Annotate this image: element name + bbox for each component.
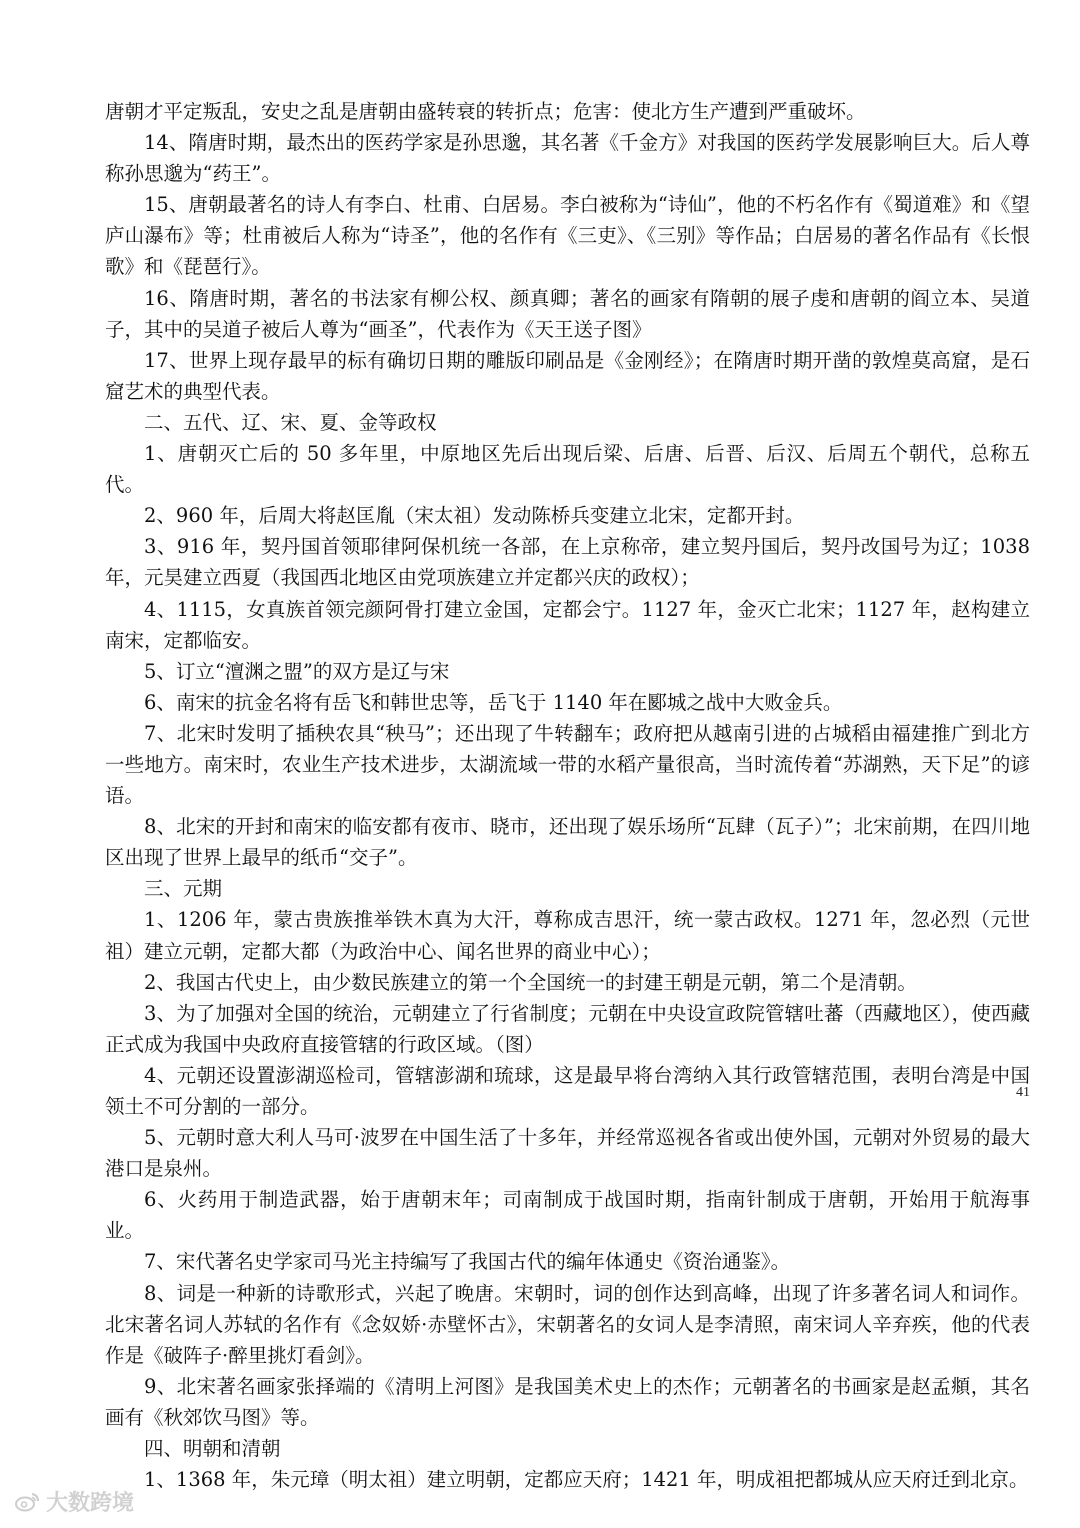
paragraph: 2、960 年，后周大将赵匡胤（宋太祖）发动陈桥兵变建立北宋，定都开封。 — [144, 504, 805, 528]
section-heading: 三、元期 — [144, 877, 223, 901]
section-heading: 四、明朝和清朝 — [144, 1437, 281, 1461]
paragraph: 8、词是一种新的诗歌形式，兴起了晚唐。宋朝时，词的创作达到高峰，出现了许多著名词人和词作。北宋著名词人苏轼的名作有《念奴娇·赤壁怀古》，宋朝著名的女词人是李清照，南宋词人辛弃疾，他的代表作是《破阵子·醉里挑灯看剑》。 — [105, 1281, 1030, 1367]
paragraph: 9、北宋著名画家张择端的《清明上河图》是我国美术史上的杰作；元朝著名的书画家是赵孟頫，其名画有《秋郊饮马图》等。 — [105, 1374, 1030, 1429]
paragraph: 8、北宋的开封和南宋的临安都有夜市、晓市，还出现了娱乐场所“瓦肆（瓦子）”；北宋前期，在四川地区出现了世界上最早的纸币“交子”。 — [105, 815, 1030, 870]
watermark — [14, 1486, 134, 1517]
paragraph: 7、宋代著名史学家司马光主持编写了我国古代的编年体通史《资治通鉴》。 — [144, 1250, 791, 1274]
paragraph: 1、1206 年，蒙古贵族推举铁木真为大汗，尊称成吉思汗，统一蒙古政权。1271 年，忽必烈（元世祖）建立元朝，定都大都（为政治中心、闻名世界的商业中心）； — [105, 908, 1030, 963]
paragraph: 4、1115，女真族首领完颜阿骨打建立金国，定都会宁。1127 年，金灭亡北宋；1127 年，赵构建立南宋，定都临安。 — [105, 597, 1030, 652]
paragraph: 1、1368 年，朱元璋（明太祖）建立明朝，定都应天府；1421 年，明成祖把都城从应天府迁到北京。 — [144, 1468, 1029, 1492]
section-heading: 二、五代、辽、宋、夏、金等政权 — [144, 410, 437, 434]
paragraph: 7、北宋时发明了插秧农具“秧马”；还出现了牛转翻车；政府把从越南引进的占城稻由福建推广到北方一些地方。南宋时，农业生产技术进步，太湖流域一带的水稻产量很高，当时流传着“苏湖熟，天下足”的谚语。 — [105, 721, 1030, 808]
paragraph: 3、为了加强对全国的统治，元朝建立了行省制度；元朝在中央设宣政院管辖吐蕃（西藏地区），使西藏正式成为我国中央政府直接管辖的行政区域。（图） — [105, 1001, 1030, 1056]
page-number: 41 — [1016, 1085, 1030, 1100]
paragraph: 15、唐朝最著名的诗人有李白、杜甫、白居易。李白被称为“诗仙”，他的不朽名作有《蜀道难》和《望庐山瀑布》等；杜甫被后人称为“诗圣”，他的名作有《三吏》、《三别》等作品；白居易的著名作品有《长恨歌》和《琵琶行》。 — [105, 193, 1030, 279]
paragraph: 6、火药用于制造武器，始于唐朝末年；司南制成于战国时期，指南针制成于唐朝，开始用于航海事业。 — [105, 1188, 1030, 1243]
paragraph: 17、世界上现存最早的标有确切日期的雕版印刷品是《金刚经》；在隋唐时期开凿的敦煌莫高窟，是石窟艺术的典型代表。 — [105, 348, 1030, 403]
paragraph: 16、隋唐时期，著名的书法家有柳公权、颜真卿；著名的画家有隋朝的展子虔和唐朝的阎立本、吴道子，其中的吴道子被后人尊为“画圣”，代表作为《天王送子图》 — [105, 286, 1030, 341]
paragraph: 1、唐朝灭亡后的 50 多年里，中原地区先后出现后梁、后唐、后晋、后汉、后周五个朝代，总称五代。 — [105, 442, 1030, 497]
paragraph: 5、订立“澶渊之盟”的双方是辽与宋 — [144, 659, 450, 683]
paragraph: 6、南宋的抗金名将有岳飞和韩世忠等，岳飞于 1140 年在郾城之战中大败金兵。 — [144, 690, 843, 714]
paragraph: 2、我国古代史上，由少数民族建立的第一个全国统一的封建王朝是元朝，第二个是清朝。 — [144, 970, 917, 994]
paragraph: 5、元朝时意大利人马可·波罗在中国生活了十多年，并经常巡视各省或出使外国，元朝对外贸易的最大港口是泉州。 — [105, 1126, 1030, 1181]
watermark-text: 大数跨境 — [46, 1491, 135, 1516]
paragraph: 14、隋唐时期，最杰出的医药学家是孙思邈，其名著《千金方》对我国的医药学发展影响巨大。后人尊称孙思邈为“药王”。 — [105, 131, 1030, 186]
document-body — [105, 96, 1030, 1495]
weibo-logo-icon — [14, 1492, 40, 1512]
paragraph: 4、元朝还设置澎湖巡检司，管辖澎湖和琉球，这是最早将台湾纳入其行政管辖范围，表明台湾是中国领土不可分割的一部分。 — [105, 1063, 1030, 1118]
paragraph: 唐朝才平定叛乱，安史之乱是唐朝由盛转衰的转折点；危害：使北方生产遭到严重破坏。 — [105, 100, 866, 123]
paragraph: 3、916 年，契丹国首领耶律阿保机统一各部，在上京称帝，建立契丹国后，契丹改国号为辽；1038 年，元昊建立西夏（我国西北地区由党项族建立并定都兴庆的政权）； — [105, 535, 1030, 590]
